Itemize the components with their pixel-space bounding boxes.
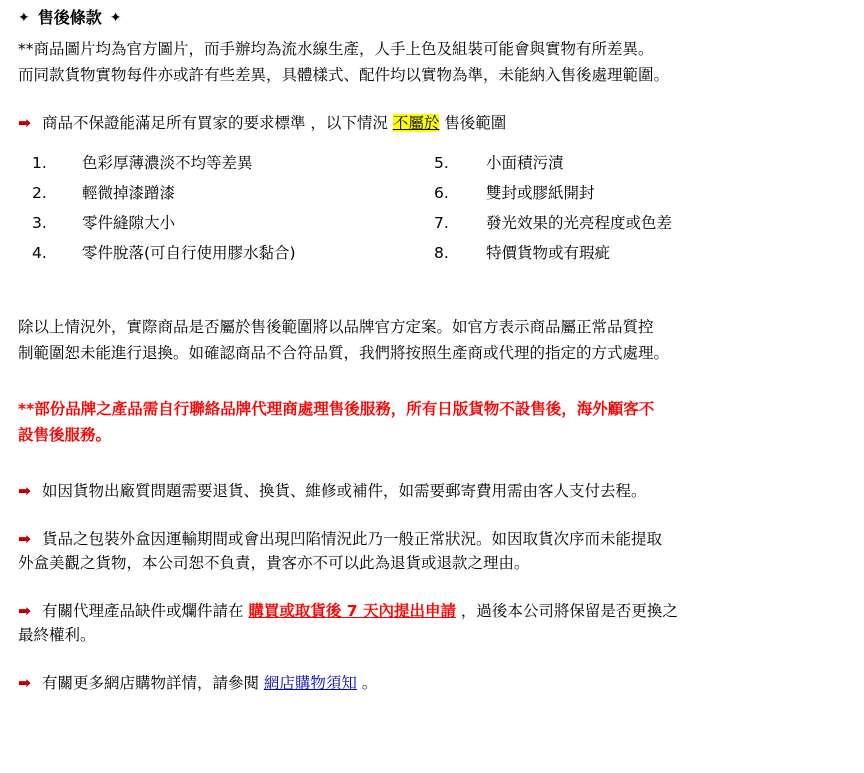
list-item-label: 零件縫隙大小 (82, 213, 176, 232)
list-item-label: 發光效果的光亮程度或色差 (486, 213, 673, 232)
list-item (18, 151, 434, 175)
arrow-icon: ➡ (18, 529, 31, 548)
policy-paragraph (18, 315, 850, 365)
list-item (18, 211, 434, 235)
list-item (18, 241, 434, 265)
list-item-number: 6. (434, 183, 449, 202)
list-item-number: 2. (32, 183, 47, 202)
bullet-text: 如因貨物出廠質問題需要退貨、換貨、維修或補件，如需要郵寄費用需由客人支付去程。 (41, 481, 647, 500)
exclusions-left-column (18, 151, 434, 271)
bullet-text-emphasis: 購買或取貨後 7 天內提出申請 (248, 602, 456, 621)
diamond-icon-right: ✦ (109, 9, 122, 26)
list-item-label: 小面積污漬 (486, 153, 564, 172)
bullet-text-line-1: 貨品之包裝外盒因運輸期間或會出現凹陷情況此乃一般正常狀況。如因取貨次序而未能提取 (41, 529, 662, 548)
spacer (18, 281, 850, 315)
list-item (434, 241, 850, 265)
bullet-text-before: 有關更多網店購物詳情，請參閱 (41, 674, 259, 693)
notice-highlight-text: 不屬於 (392, 113, 440, 132)
list-item-number: 1. (32, 153, 47, 172)
page-title (18, 6, 850, 31)
exclusions-right-column (434, 151, 850, 271)
bullet-missing-parts (18, 599, 850, 647)
spacer (18, 517, 850, 527)
list-item-number: 7. (434, 213, 449, 232)
bullet-text-line-2: 外盒美觀之貨物，本公司恕不負責，貴客亦不可以此為退貨或退款之理由。 (18, 554, 530, 572)
shopping-guide-link[interactable]: 網店購物須知 (263, 674, 357, 693)
spacer (18, 589, 850, 599)
diamond-icon-left: ✦ (18, 9, 30, 26)
arrow-icon: ➡ (18, 481, 31, 500)
bullet-shipping-cost (18, 479, 850, 503)
list-item-label: 特價貨物或有瑕疵 (486, 243, 611, 262)
bullet-text-line-2: 最終權利。 (18, 626, 96, 645)
page-title-text: 售後條款 (37, 8, 102, 27)
list-item (18, 181, 434, 205)
intro-paragraph (18, 37, 850, 87)
bullet-text-after: 。 (361, 674, 378, 693)
policy-line-1: 除以上情況外，實際商品是否屬於售後範圍將以品牌官方定案。如官方表示商品屬正常品質控 (18, 317, 654, 336)
intro-line-1: **商品圖片均為官方圖片，而手辦均為流水線生產，人手上色及組裝可能會與實物有所差異。 (18, 39, 654, 58)
notice-line (18, 111, 850, 135)
intro-line-2: 而同款貨物實物每件亦或許有些差異，具體樣式、配件均以實物為準，未能納入售後處理範圍。 (18, 65, 670, 84)
red-notice (18, 397, 850, 447)
arrow-icon: ➡ (18, 602, 31, 621)
spacer (18, 379, 850, 397)
spacer (18, 661, 850, 671)
arrow-icon: ➡ (18, 113, 31, 132)
bullet-box-damage (18, 527, 850, 575)
list-item-number: 3. (32, 213, 47, 232)
policy-line-2: 制範圍恕未能進行退換。如確認商品不合符品質，我們將按照生產商或代理的指定的方式處理。 (18, 343, 670, 362)
exclusions-list (18, 151, 850, 271)
bullet-text-after: ，過後本公司將保留是否更換之 (460, 602, 678, 621)
red-notice-line-1: **部份品牌之產品需自行聯絡品牌代理商處理售後服務，所有日版貨物不設售後，海外顧客不 (18, 399, 655, 418)
list-item-label: 雙封或膠紙開封 (486, 183, 595, 202)
notice-after-text: 售後範圍 (444, 113, 507, 132)
red-notice-line-2: 設售後服務。 (18, 425, 112, 444)
list-item-number: 4. (32, 243, 47, 262)
list-item-number: 5. (434, 153, 449, 172)
list-item (434, 181, 850, 205)
list-item-label: 零件脫落(可自行使用膠水黏合) (82, 243, 296, 262)
notice-before-text: 商品不保證能滿足所有買家的要求標準 ，以下情況 (41, 113, 388, 132)
bullet-text-before: 有關代理產品缺件或爛件請在 (41, 602, 244, 621)
list-item (434, 211, 850, 235)
arrow-icon: ➡ (18, 674, 31, 693)
list-item-number: 8. (434, 243, 449, 262)
list-item-label: 輕微掉漆蹭漆 (82, 183, 176, 202)
bullet-shopping-guide (18, 671, 850, 695)
spacer (18, 101, 850, 111)
spacer (18, 461, 850, 479)
list-item (434, 151, 850, 175)
list-item-label: 色彩厚薄濃淡不均等差異 (82, 153, 253, 172)
